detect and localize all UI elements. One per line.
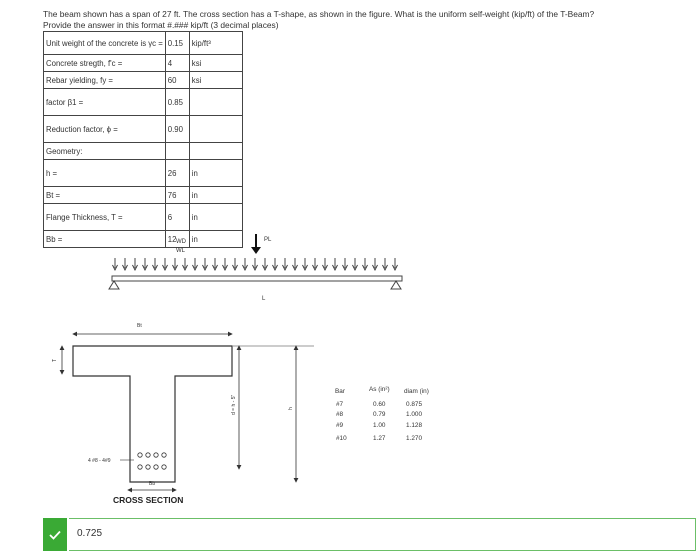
bars-label: 4 #8 - 4#9 <box>88 458 111 464</box>
param-label: Geometry: <box>44 143 166 160</box>
wl-label: WL <box>176 248 185 254</box>
param-label: h = <box>44 160 166 187</box>
param-unit: ksi <box>189 55 242 72</box>
answer-field <box>69 518 696 551</box>
param-value: 0.85 <box>165 89 189 116</box>
param-unit: in <box>189 160 242 187</box>
rebar-circle <box>162 453 166 457</box>
as-header: As (in²) <box>369 386 390 393</box>
bar-size: #9 <box>336 422 344 429</box>
check-icon <box>49 530 61 540</box>
span-label: L <box>262 296 266 302</box>
param-label: Concrete stregth, f'c = <box>44 55 166 72</box>
rebar-circle <box>138 453 142 457</box>
param-label: Flange Thickness, T = <box>44 204 166 231</box>
param-value: 26 <box>165 160 189 187</box>
param-value: 60 <box>165 72 189 89</box>
param-unit: kip/ft³ <box>189 32 242 55</box>
bar-area: 0.79 <box>373 411 386 418</box>
bar-size: #10 <box>336 435 347 442</box>
rebar-circle <box>138 465 142 469</box>
bar-area: 1.27 <box>373 435 386 442</box>
param-label: Rebar yielding, fy = <box>44 72 166 89</box>
bar-table <box>335 386 429 442</box>
param-value: 12 <box>165 231 189 248</box>
param-value: 6 <box>165 204 189 231</box>
h-label: h <box>288 407 294 410</box>
param-value: 0.90 <box>165 116 189 143</box>
bar-diam: 1.270 <box>406 435 422 442</box>
bar-area: 1.00 <box>373 422 386 429</box>
rebar-circle <box>146 453 150 457</box>
left-support <box>109 281 119 289</box>
param-value: 4 <box>165 55 189 72</box>
point-load-arrow <box>251 234 261 254</box>
bar-size: #7 <box>336 401 344 408</box>
param-unit: in <box>189 204 242 231</box>
rebar-circle <box>154 465 158 469</box>
rebar-circle <box>162 465 166 469</box>
answer-value: 0.725 <box>77 528 103 539</box>
bar-diam: 1.000 <box>406 411 422 418</box>
rebar-circle <box>146 465 150 469</box>
beam <box>112 276 402 281</box>
question-line-2: Provide the answer in this format #.### kip/ft (3 decimal places) <box>43 19 279 30</box>
d-label: d = h - 5" <box>231 394 237 415</box>
bb-label: Bb <box>149 481 156 487</box>
param-unit: ksi <box>189 72 242 89</box>
bt-label: Bt <box>137 323 142 329</box>
param-unit: in <box>189 231 242 248</box>
diam-header: diam (in) <box>404 388 429 395</box>
param-unit: in <box>189 187 242 204</box>
section-title: CROSS SECTION <box>113 495 184 505</box>
bar-area: 0.60 <box>373 401 386 408</box>
param-label: factor β1 = <box>44 89 166 116</box>
bar-diam: 0.875 <box>406 401 422 408</box>
bar-diam: 1.128 <box>406 422 422 429</box>
bar-header: Bar <box>335 388 345 395</box>
correct-status <box>43 518 67 551</box>
param-label: Bt = <box>44 187 166 204</box>
param-value: 0.15 <box>165 32 189 55</box>
rebar-circle <box>154 453 158 457</box>
answer-box <box>43 518 695 551</box>
param-label: Reduction factor, ϕ = <box>44 116 166 143</box>
right-support <box>391 281 401 289</box>
param-label: Unit weight of the concrete is γc = <box>44 32 166 55</box>
wd-label: WD <box>176 239 186 245</box>
param-label: Bb = <box>44 231 166 248</box>
pl-label: PL <box>264 237 272 243</box>
distributed-load-arrows <box>113 258 398 270</box>
t-label: T <box>52 358 58 362</box>
bar-size: #8 <box>336 411 344 418</box>
question-line-1: The beam shown has a span of 27 ft. The cross section has a T-shape, as shown in the figure. What is the uniform self-weight (kip/ft) of the T-Beam? <box>43 9 595 19</box>
param-value: 76 <box>165 187 189 204</box>
